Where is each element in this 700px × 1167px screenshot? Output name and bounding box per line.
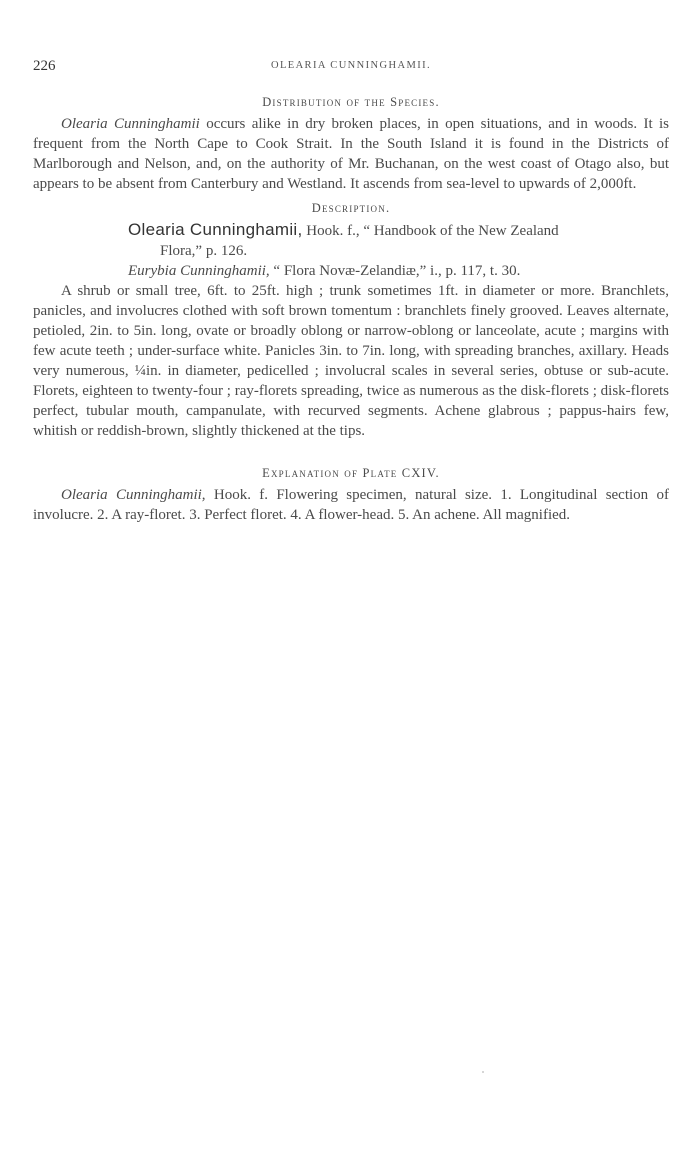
document-page xyxy=(33,58,669,525)
description-heading: Description. xyxy=(311,201,391,215)
species-title: Olearia Cunninghamii, xyxy=(128,220,303,239)
distribution-heading: Distribution of the Species. xyxy=(262,95,440,109)
distribution-text: occurs alike in dry broken places, in open situations, and in woods. It is frequent from the North Cape to Cook Strait. In the South Island it is found in the Districts of Marlborough and Nelson, and, on the authority of Mr. Buchanan, on the west coast of Otago also, but appears to be absent from Canterbury and Westland. It ascends from sea-level to upwards of 2,000ft. xyxy=(33,116,669,192)
citation-flora: “ Flora Novæ-Zelandiæ,” i., p. 117, t. 30. xyxy=(269,263,521,279)
synonym-name: Eurybia Cunninghamii, xyxy=(128,263,270,279)
paper-speck xyxy=(482,1071,484,1073)
species-citation-continued xyxy=(33,241,669,261)
distribution-paragraph xyxy=(33,114,669,194)
description-paragraph: A shrub or small tree, 6ft. to 25ft. high ; trunk sometimes 1ft. in diameter or more. Branchlets, panicles, and involucres clothed with soft brown tomentum : branchlets finely grooved. Leaves alternate, petioled, 2in. to 5in. long, ovate or broadly oblong or narrow-oblong or lanceolate, acute ; margins with few acute teeth ; under-surface white. Panicles 3in. to 7in. long, with spreading branches, axillary. Heads very numerous, ¼in. in diameter, pedicelled ; involucral scales in several series, obtuse or sub-acute. Florets, eighteen to twenty-four ; ray-florets spreading, twice as numerous as the disk-florets ; disk-florets perfect, tubular mouth, campanulate, with recurved segments. Achene glabrous ; pappus-hairs few, whitish or reddish-brown, slightly thickened at the tips. xyxy=(33,283,669,439)
plate-species-name: Olearia Cunninghamii, xyxy=(61,487,206,503)
synonym-citation xyxy=(33,261,669,281)
citation-handbook-continued: Flora,” p. 126. xyxy=(160,243,248,259)
plate-explanation-paragraph xyxy=(33,485,669,525)
running-title: OLEARIA CUNNINGHAMII. xyxy=(270,60,432,71)
running-head xyxy=(33,58,669,80)
species-citation xyxy=(33,220,669,241)
plate-explanation-text: Hook. f. Flowering specimen, natural size. 1. Longitudinal section of involucre. 2. A ray-floret. 3. Perfect floret. 4. A flower-head. 5. An achene. All magnified. xyxy=(33,487,669,523)
distribution-species-name: Olearia Cunninghamii xyxy=(61,116,200,132)
page-number: 226 xyxy=(33,58,56,74)
plate-explanation-heading: Explanation of Plate CXIV. xyxy=(262,466,440,480)
citation-handbook: Hook. f., “ Handbook of the New Zealand xyxy=(302,223,559,239)
